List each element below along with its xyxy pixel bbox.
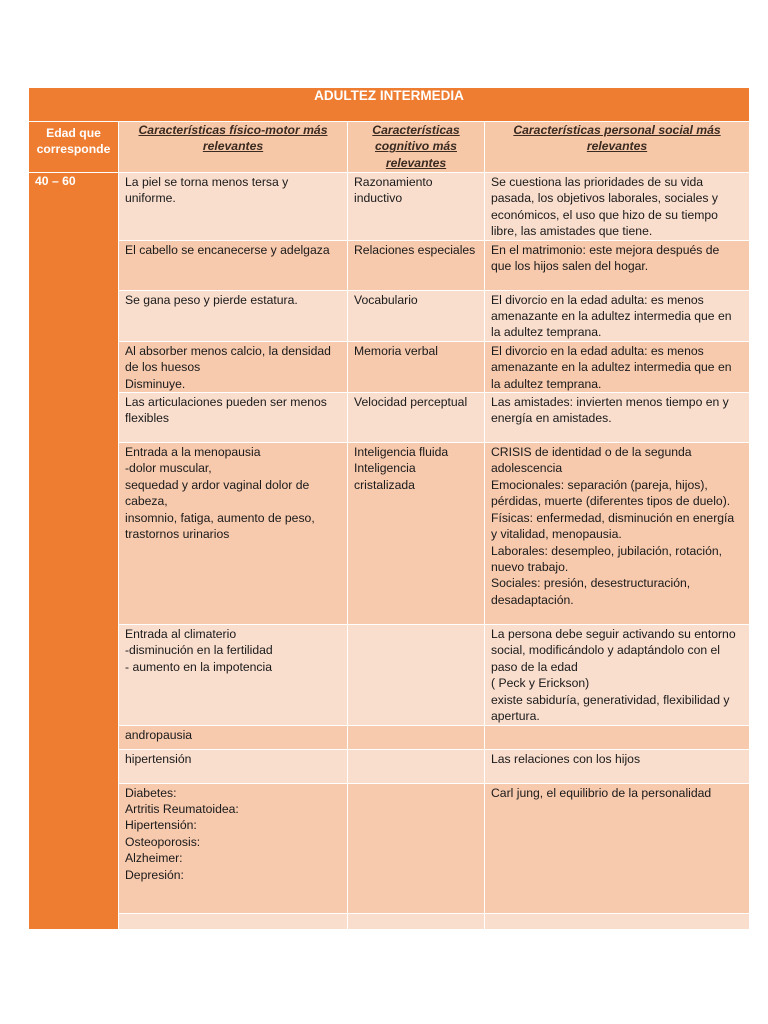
- physical-text: La piel se torna menos tersa y uniforme.: [125, 175, 289, 206]
- cognitive-text: Vocabulario: [354, 292, 418, 307]
- cognitive-cell: [348, 783, 485, 913]
- physical-text: andropausia: [125, 727, 193, 742]
- social-text: CRISIS de identidad o de la segunda adolescencia: [491, 445, 692, 476]
- cognitive-text: Relaciones especiales: [354, 242, 476, 257]
- physical-text: -disminución en la fertilidad: [125, 643, 273, 658]
- physical-cell: [119, 725, 348, 749]
- table-title: ADULTEZ INTERMEDIA: [29, 88, 750, 122]
- table-body: [29, 173, 750, 930]
- table-row: [29, 240, 750, 290]
- cognitive-cell: [348, 749, 485, 783]
- cognitive-text: Inteligencia cristalizada: [354, 461, 416, 492]
- social-text: ( Peck y Erickson): [491, 676, 590, 691]
- physical-cell: [119, 625, 348, 725]
- table-row: [29, 443, 750, 625]
- physical-text: Hipertensión:: [125, 818, 197, 833]
- development-table: [28, 87, 750, 930]
- social-text: Las amistades: invierten menos tiempo en y energía en amistades.: [491, 395, 729, 426]
- table-row: [29, 749, 750, 783]
- cognitive-text: Memoria verbal: [354, 343, 438, 358]
- physical-text: Las articulaciones pueden ser menos flexibles: [125, 395, 327, 426]
- cognitive-text: Inteligencia fluida: [354, 445, 449, 460]
- social-cell: [485, 749, 750, 783]
- cognitive-cell: [348, 443, 485, 625]
- table-row: [29, 913, 750, 929]
- cognitive-cell: [348, 913, 485, 929]
- social-text: existe sabiduría, generatividad, flexibilidad y apertura.: [491, 692, 730, 724]
- physical-text: Entrada al climaterio: [125, 627, 237, 642]
- table-row: [29, 393, 750, 443]
- table-row: [29, 625, 750, 725]
- social-cell: [485, 913, 750, 929]
- age-range-cell: 40 – 60: [29, 173, 119, 930]
- physical-text: sequedad y ardor vaginal dolor de cabeza,: [125, 477, 310, 509]
- physical-cell: [119, 783, 348, 913]
- social-text: Físicas: enfermedad, disminución en energía y vitalidad, menopausia.: [491, 510, 735, 542]
- cognitive-cell: [348, 341, 485, 392]
- header-social: Características personal social más relevantes: [485, 122, 750, 173]
- physical-text: Diabetes:: [125, 785, 177, 800]
- cognitive-cell: [348, 290, 485, 341]
- header-age: Edad que corresponde: [29, 122, 119, 173]
- physical-text: El cabello se encanecerse y adelgaza: [125, 242, 330, 257]
- physical-text: hipertensión: [125, 751, 192, 766]
- cognitive-cell: [348, 393, 485, 443]
- header-physical: Características físico-motor más relevantes: [119, 122, 348, 173]
- cognitive-cell: [348, 725, 485, 749]
- physical-text: insomnio, fatiga, aumento de peso, trastornos urinarios: [125, 510, 315, 542]
- physical-text: Depresión:: [125, 867, 184, 882]
- physical-cell: [119, 913, 348, 929]
- table-row: [29, 725, 750, 749]
- cognitive-cell: [348, 173, 485, 241]
- physical-text: Artritis Reumatoidea:: [125, 801, 239, 816]
- cognitive-text: Razonamiento inductivo: [354, 175, 433, 206]
- social-text: En el matrimonio: este mejora después de que los hijos salen del hogar.: [491, 242, 720, 274]
- table-row: [29, 173, 750, 241]
- physical-text: -dolor muscular,: [125, 461, 212, 476]
- table-row: [29, 783, 750, 913]
- social-cell: [485, 725, 750, 749]
- physical-text: Disminuye.: [125, 376, 186, 391]
- cognitive-text: Velocidad perceptual: [354, 395, 468, 410]
- physical-cell: [119, 749, 348, 783]
- social-text: El divorcio en la edad adulta: es menos amenazante en la adultez intermedia que en la adultez temprana.: [491, 292, 732, 340]
- social-cell: [485, 341, 750, 392]
- social-cell: [485, 290, 750, 341]
- cognitive-cell: [348, 625, 485, 725]
- social-text: Laborales: desempleo, jubilación, rotación, nuevo trabajo.: [491, 543, 723, 574]
- social-cell: [485, 625, 750, 725]
- social-cell: [485, 393, 750, 443]
- physical-text: Alzheimer:: [125, 851, 183, 866]
- table-row: [29, 341, 750, 392]
- physical-cell: [119, 393, 348, 443]
- social-cell: [485, 783, 750, 913]
- social-text: Carl jung, el equilibrio de la personalidad: [491, 785, 712, 800]
- header-cognitive: Características cognitivo más relevantes: [348, 122, 485, 173]
- social-text: Sociales: presión, desestructuración, desadaptación.: [491, 576, 691, 607]
- physical-cell: [119, 240, 348, 290]
- physical-text: Osteoporosis:: [125, 834, 201, 849]
- physical-text: Entrada a la menopausia: [125, 445, 261, 460]
- cognitive-cell: [348, 240, 485, 290]
- social-cell: [485, 173, 750, 241]
- social-cell: [485, 240, 750, 290]
- physical-text: - aumento en la impotencia: [125, 659, 273, 674]
- social-text: Se cuestiona las prioridades de su vida pasada, los objetivos laborales, sociales y económicos, el uso que hizo de su tiempo libre, las amistades que tiene.: [491, 175, 718, 239]
- physical-cell: [119, 341, 348, 392]
- social-text: Emocionales: separación (pareja, hijos), pérdidas, muerte (diferentes tipos de duelo).: [491, 477, 731, 509]
- social-text: La persona debe seguir activando su entorno social, modificándolo y adaptándolo con el paso de la edad: [491, 627, 736, 674]
- table-row: [29, 290, 750, 341]
- social-text: El divorcio en la edad adulta: es menos amenazante en la adultez intermedia que en la adultez temprana.: [491, 343, 732, 391]
- physical-cell: [119, 290, 348, 341]
- physical-text: Se gana peso y pierde estatura.: [125, 292, 298, 307]
- social-cell: [485, 443, 750, 625]
- physical-cell: [119, 173, 348, 241]
- physical-cell: [119, 443, 348, 625]
- physical-text: Al absorber menos calcio, la densidad de los huesos: [125, 343, 331, 375]
- social-text: Las relaciones con los hijos: [491, 751, 641, 766]
